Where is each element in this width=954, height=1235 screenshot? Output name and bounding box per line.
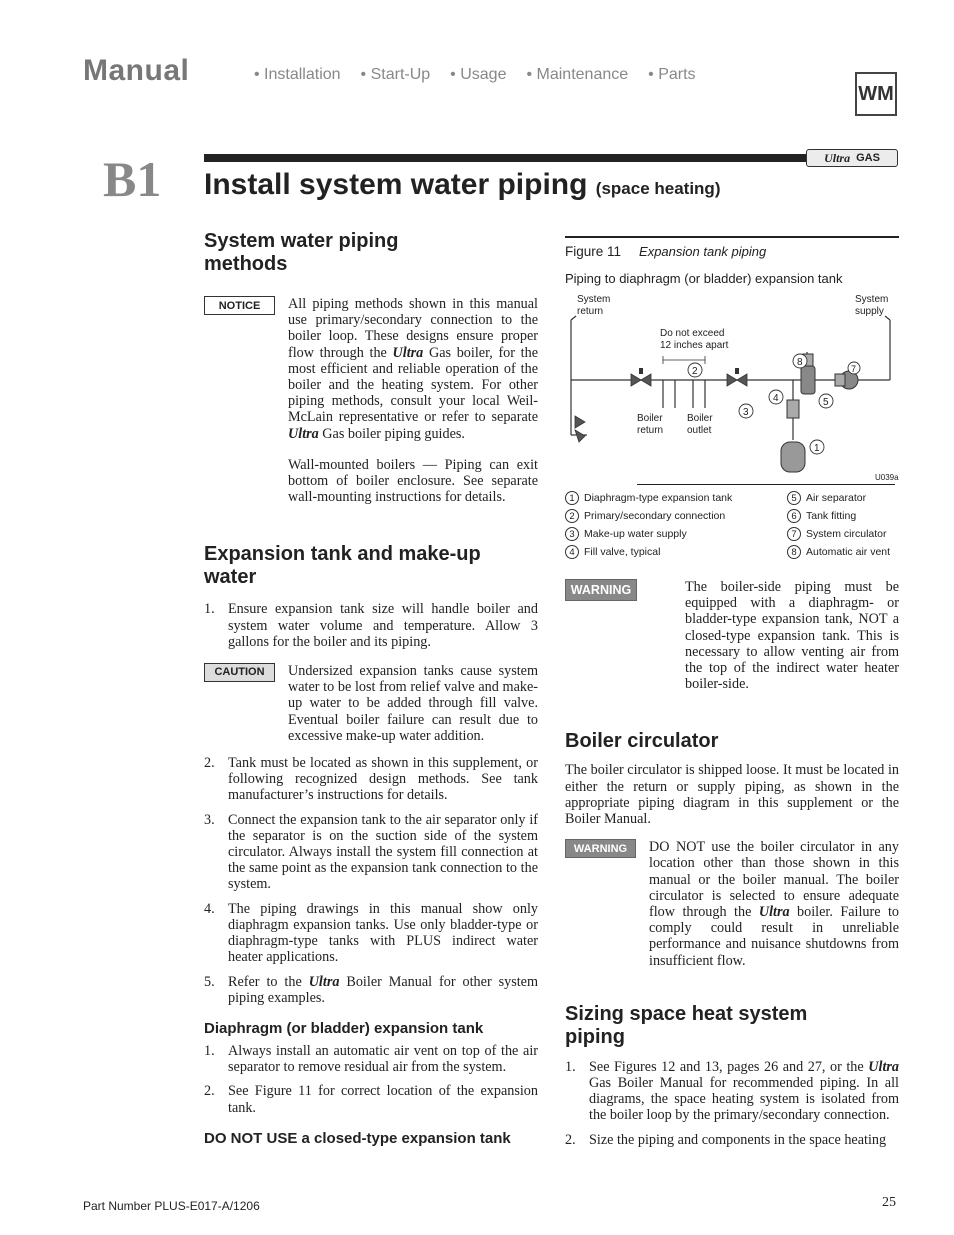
section-title-boiler-circulator: Boiler circulator — [565, 730, 719, 753]
nav-usage: • Usage — [450, 66, 507, 83]
legend-item: 2 Primary/secondary connection — [565, 509, 787, 523]
svg-text:outlet: outlet — [687, 425, 712, 436]
nav-maintenance: • Maintenance — [526, 66, 629, 83]
callout-3: 3 — [743, 407, 749, 418]
warning-callout-circulator — [565, 839, 899, 969]
list-item: 4. The piping drawings in this manual show only diaphragm expansion tanks. Use only bladder-type or diaphragm-type tanks with PLUS indirect water heater applications. — [204, 900, 538, 966]
caution-callout — [204, 663, 538, 744]
nav-parts: • Parts — [648, 66, 696, 83]
warning-callout-tank — [565, 579, 899, 692]
list-item: 1. Ensure expansion tank size will handle boiler and system water volume and temperature. Allow 3 gallons for the boiler and its piping. — [204, 601, 538, 650]
badge-ultra: Ultra — [824, 150, 851, 165]
label-boiler-outlet: Boiler — [687, 413, 713, 424]
nav-installation: • Installation — [254, 66, 341, 83]
callout-2: 2 — [692, 366, 698, 377]
warning-tag: WARNING — [565, 579, 637, 601]
notice-paragraph: All piping methods shown in this manual use primary/secondary connection to the boiler loop. These designs ensure proper flow through the Ultra Gas boiler, for the most efficient and reliable operation of the boiler and the heating system. For other piping methods, consult your local Weil-McLain representative or refer to separate Ultra Gas boiler piping guides. — [288, 296, 539, 442]
page-title: Install system water piping (space heating) — [204, 168, 721, 201]
label-system-supply: System — [855, 294, 889, 305]
caution-tag: CAUTION — [204, 663, 275, 682]
list-item: 5. Refer to the Ultra Boiler Manual for other system piping examples. — [204, 973, 539, 1006]
header-nav — [254, 66, 696, 84]
callout-1: 1 — [814, 443, 820, 454]
list-item: 2. Tank must be located as shown in this supplement, or following recognized design methods. See tank manufacturer’s instructions for details. — [204, 755, 538, 804]
figure-subtitle: Piping to diaphragm (or bladder) expansion tank — [565, 271, 843, 286]
expansion-list — [204, 601, 538, 650]
legend-item: 5 Air separator — [787, 491, 899, 505]
expansion-tank — [781, 442, 805, 472]
callout-8: 8 — [797, 357, 803, 368]
list-item: 3. Connect the expansion tank to the air separator only if the separator is on the suction side of the system circulator. Always install the system fill connection at the same point as the expansion tank connection to the system. — [204, 811, 538, 893]
warning-text-tank: The boiler-side piping must be equipped with a diaphragm- or bladder-type expansion tank, NOT a closed-type expansion tank. This is necessary to allow venting air from the top of the indirect water heater boiler-side. — [685, 579, 899, 693]
figure-bottom-rule — [637, 484, 895, 485]
svg-text:supply: supply — [855, 306, 884, 317]
label-do-not-exceed: Do not exceed — [660, 328, 725, 339]
weil-mclain-logo: WM — [855, 72, 897, 116]
callout-7: 7 — [851, 364, 857, 374]
figure-label: Figure 11 — [565, 244, 622, 259]
svg-text:return: return — [577, 306, 604, 317]
circulator-paragraph: The boiler circulator is shipped loose. It must be located in either the return or supply piping, as shown in the appropriate piping diagram in this supplement or the Boiler Manual. — [565, 762, 899, 828]
caution-text: Undersized expansion tanks cause system water to be lost from relief valve and make-up water to be added through fill valve. Eventual boiler failure can result due to excessive make-up water addition. — [288, 663, 538, 744]
manual-heading: Manual — [83, 54, 190, 87]
figure-rule — [565, 236, 899, 238]
svg-text:return: return — [637, 425, 664, 436]
diaphragm-list — [204, 1043, 538, 1116]
subsection-diaphragm-tank: Diaphragm (or bladder) expansion tank — [204, 1019, 484, 1037]
list-item: 2. See Figure 11 for correct location of the expansion tank. — [204, 1083, 538, 1116]
badge-gas: GAS — [856, 152, 880, 164]
legend-item: 6 Tank fitting — [787, 509, 899, 523]
wall-mount-paragraph: Wall-mounted boilers — Piping can exit bottom of boiler enclosure. See separate wall-mounting instructions for details. — [288, 456, 538, 506]
list-item: 2. Size the piping and components in the space heating — [565, 1131, 887, 1148]
legend-item: 8 Automatic air vent — [787, 545, 899, 559]
section-title-expansion-tank: Expansion tank and make-up water — [204, 543, 481, 589]
air-separator — [801, 366, 815, 394]
notice-callout — [204, 296, 538, 505]
list-item: 1. See Figures 12 and 13, pages 26 and 27, or the Ultra Gas Boiler Manual for recommended piping. In all diagrams, the space heating system is isolated from the boiler loop by the primary/secondary connection. — [565, 1058, 899, 1124]
right-column — [565, 236, 899, 1148]
figure-code: U039a — [875, 473, 899, 482]
warning-text-circulator: DO NOT use the boiler circulator in any location other than those shown in this manual or the boiler manual. The boiler circulator is selected to ensure adequate flow through the Ultra boiler. Failure to comply could result in unreliable performance and nuisance shutdowns from insufficient flow. — [649, 839, 900, 969]
subsection-closed-tank: DO NOT USE a closed-type expansion tank — [204, 1129, 511, 1147]
warning-tag: WARNING — [565, 839, 636, 858]
nav-start-up: • Start-Up — [360, 66, 431, 83]
notice-tag: NOTICE — [204, 296, 275, 315]
banner-rule — [204, 154, 808, 162]
expansion-tank-piping-diagram — [565, 290, 899, 484]
expansion-list-continued — [204, 755, 538, 1006]
list-item: 1. Always install an automatic air vent on top of the air separator to remove residual air from the system. — [204, 1042, 538, 1076]
tank-fitting — [787, 400, 799, 418]
section-title-piping-methods: System water piping methods — [204, 230, 399, 275]
left-column — [204, 230, 538, 1147]
svg-text:12 inches apart: 12 inches apart — [660, 340, 729, 351]
legend-item: 1 Diaphragm-type expansion tank — [565, 491, 787, 505]
callout-5: 5 — [823, 397, 829, 408]
figure-description: Expansion tank piping — [639, 244, 767, 259]
section-title-sizing: Sizing space heat system piping — [565, 1002, 808, 1048]
ultra-gas-badge — [806, 149, 898, 167]
callout-4: 4 — [773, 393, 779, 404]
section-code: B1 — [103, 151, 162, 207]
page-title-suffix: (space heating) — [595, 179, 721, 198]
label-system-return: System — [577, 294, 611, 305]
figure-caption — [565, 244, 899, 259]
part-number: Part Number PLUS-E017-A/1206 — [83, 1199, 260, 1213]
legend-item: 4 Fill valve, typical — [565, 545, 787, 559]
label-boiler-return: Boiler — [637, 413, 663, 424]
figure-legend — [565, 491, 899, 559]
sizing-list — [565, 1059, 899, 1148]
legend-item: 7 System circulator — [787, 527, 899, 541]
legend-item: 3 Make-up water supply — [565, 527, 787, 541]
page-number: 25 — [882, 1195, 896, 1210]
